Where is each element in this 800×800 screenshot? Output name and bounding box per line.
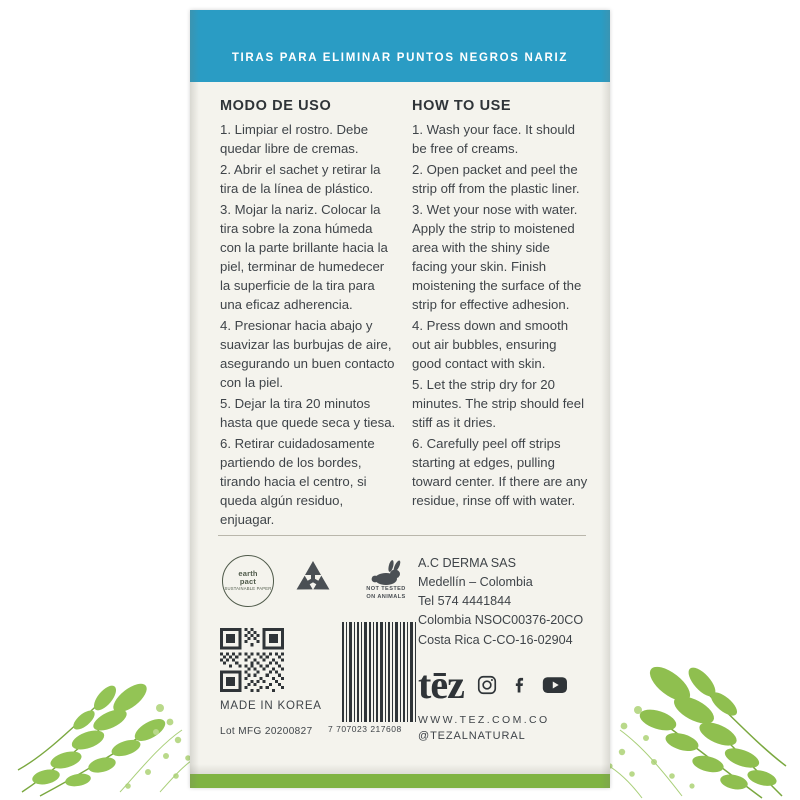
instruction-step: 2. Open packet and peel the strip off from the plastic liner. — [412, 162, 580, 196]
made-in-label: MADE IN KOREA — [220, 700, 322, 712]
instruction-step: 6. Carefully peel off strips starting at edges, pulling toward center. If there are any residue, rinse off with water. — [412, 436, 588, 508]
not-tested-line2: ON ANIMALS — [366, 594, 406, 600]
barcode-number: 7 707023 217608 — [328, 724, 402, 734]
earth-pact-line3: SUSTAINABLE PAPER — [224, 586, 272, 592]
brand-block — [418, 662, 568, 742]
instruction-step: 3. Wet your nose with water. Apply the strip to moistened area with the shiny side facing your skin. Finish moistening the surface of the strip for effective adhesion. — [412, 202, 582, 312]
instagram-icon — [476, 674, 498, 696]
green-bottom-strip — [190, 774, 610, 788]
instructions-column-spanish — [220, 98, 396, 531]
not-tested-line1: NOT TESTED — [366, 586, 406, 593]
instruction-step: 1. Wash your face. It should be free of creams. — [412, 122, 575, 156]
product-box — [190, 10, 610, 788]
earth-pact-line1: earth — [238, 569, 258, 579]
registration-colombia: Colombia NSOC00376-20CO — [418, 613, 584, 628]
website-url: WWW.TEZ.COM.CO — [418, 714, 550, 726]
instructions-heading-english: HOW TO USE — [412, 98, 512, 114]
instruction-step: 4. Presionar hacia abajo y suavizar las burbujas de aire, asegurando un buen contacto con la piel. — [220, 318, 395, 390]
registration-costa-rica: Costa Rica C-CO-16-02904 — [418, 632, 573, 647]
certification-icon-row — [222, 555, 418, 607]
instruction-step: 5. Dejar la tira 20 minutos hasta que quede seca y tiesa. — [220, 396, 396, 430]
teal-header-band — [190, 10, 610, 82]
brand-logo: tēz — [418, 662, 464, 707]
company-phone: Tel 574 4441844 — [418, 594, 512, 609]
lot-number: Lot MFG 20200827 — [220, 726, 313, 737]
youtube-icon — [542, 674, 568, 696]
box-bottom-shadow — [190, 764, 610, 774]
instruction-step: 2. Abrir el sachet y retirar la tira de la línea de plástico. — [220, 162, 381, 196]
facebook-icon — [510, 674, 530, 696]
qr-code-icon — [220, 628, 284, 692]
section-divider — [218, 535, 586, 536]
company-city: Medellín – Colombia — [418, 575, 533, 590]
earth-pact-icon — [222, 555, 274, 607]
instruction-step: 1. Limpiar el rostro. Debe quedar libre de cremas. — [220, 122, 369, 156]
instructions-heading-spanish: MODO DE USO — [220, 98, 332, 114]
instruction-step: 3. Mojar la nariz. Colocar la tira sobre la zona húmeda con la parte brillante hacia la piel, terminar de humedecer la superficie de la tira para una eficaz adherencia. — [220, 202, 388, 312]
instruction-step: 4. Press down and smooth out air bubbles, ensuring good contact with skin. — [412, 318, 569, 371]
social-handle: @TEZALNATURAL — [418, 730, 526, 742]
instruction-step: 5. Let the strip dry for 20 minutes. The strip should feel stiff as it dries. — [412, 377, 585, 430]
company-name: A.C DERMA SAS — [418, 556, 516, 570]
not-tested-on-animals-icon — [354, 560, 418, 601]
product-title: TIRAS PARA ELIMINAR PUNTOS NEGROS NARIZ — [231, 52, 569, 64]
instructions-section — [220, 98, 588, 531]
instructions-column-english — [412, 98, 588, 531]
earth-pact-line2: pact — [239, 576, 257, 586]
barcode — [340, 622, 418, 722]
company-address-block — [418, 554, 583, 650]
instruction-step: 6. Retirar cuidadosamente partiendo de los bordes, tirando hacia el centro, si queda algún residuo, enjuagar. — [220, 436, 375, 527]
recycling-symbol-icon — [288, 555, 340, 607]
